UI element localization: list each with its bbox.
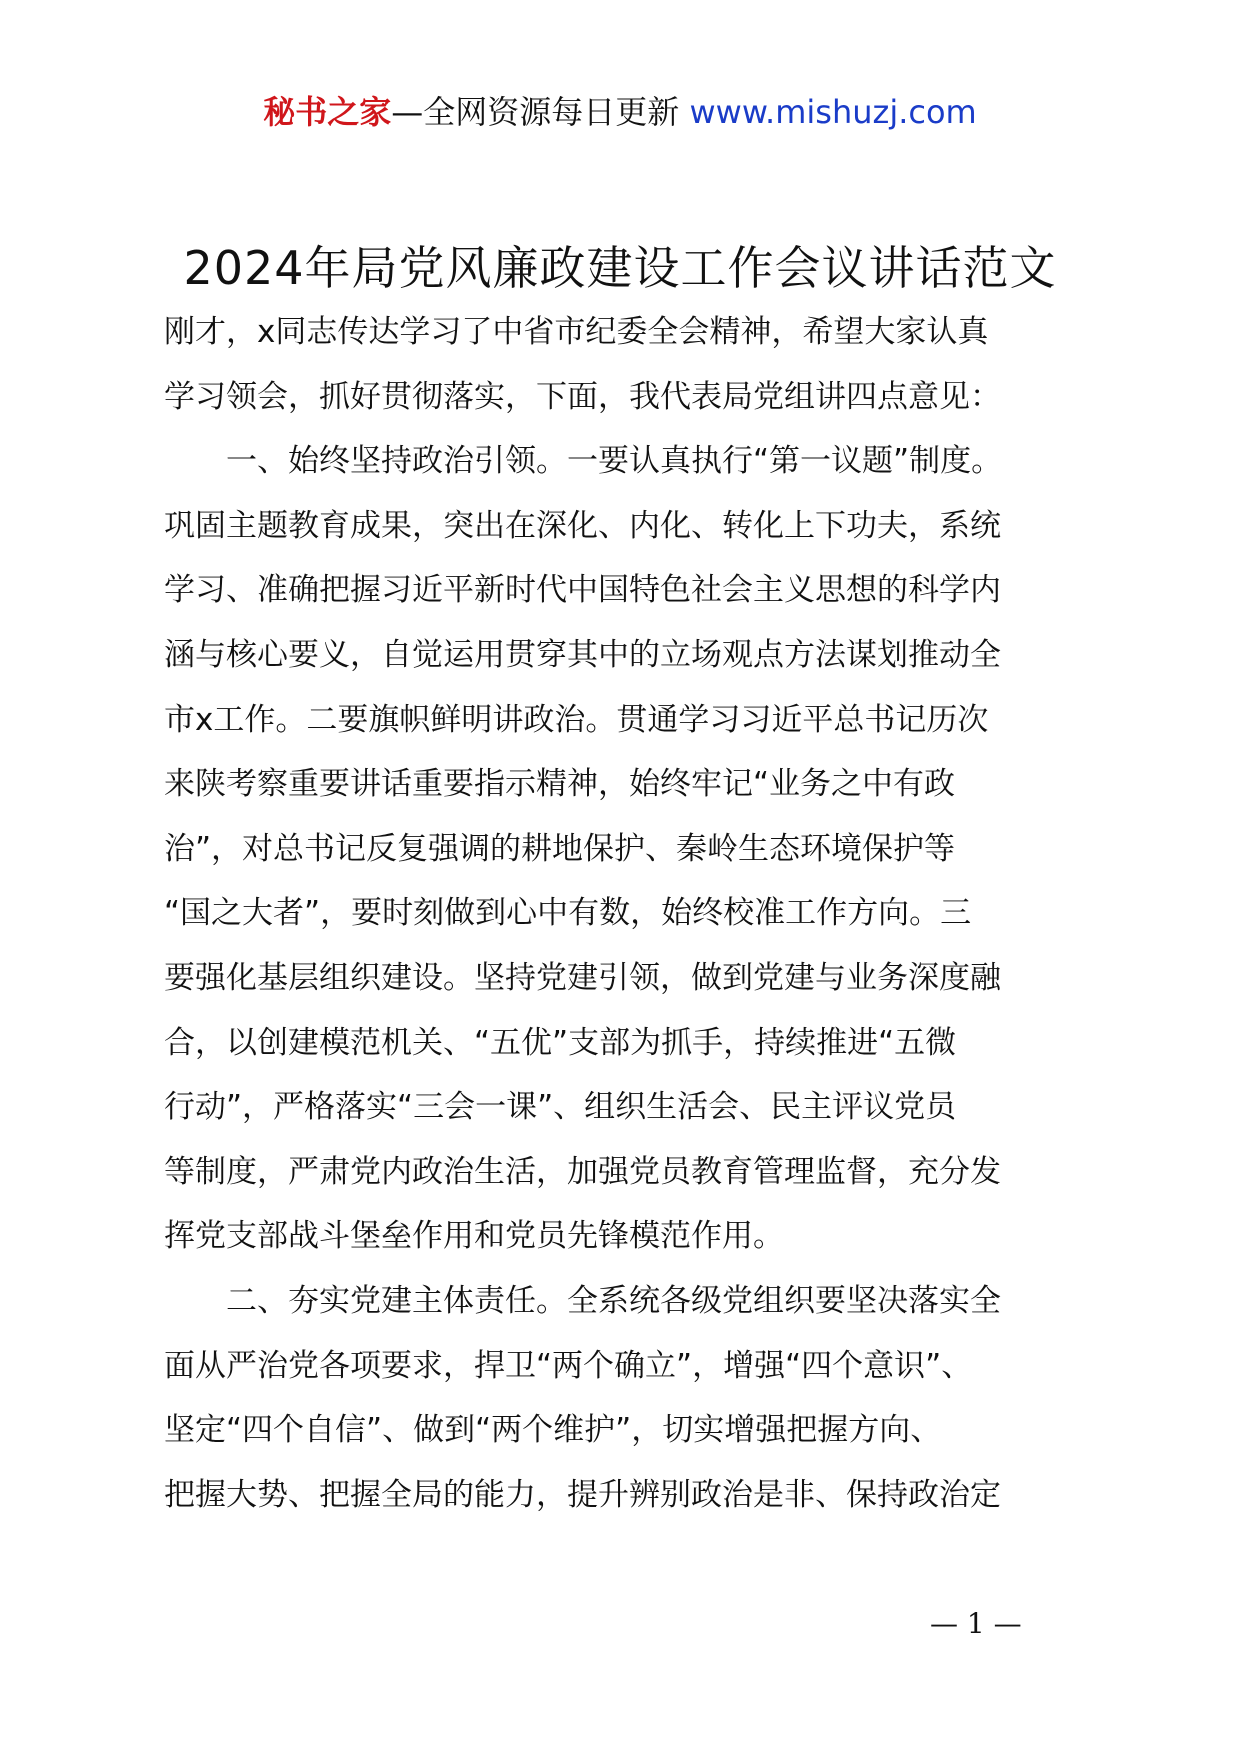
body-line: 巩固主题教育成果，突出在深化、内化、转化上下功夫，系统 bbox=[164, 507, 1001, 544]
section-heading-line: 一、始终坚持政治引领。一要认真执行“第一议题”制度。 bbox=[226, 443, 1003, 480]
body-line: 要强化基层组织建设。坚持党建引领，做到党建与业务深度融 bbox=[164, 959, 1001, 996]
document-body bbox=[164, 300, 1084, 1527]
body-line: 刚才，x同志传达学习了中省市纪委全会精神，希望大家认真 bbox=[164, 314, 989, 350]
site-brand: 秘书之家 bbox=[263, 93, 392, 131]
body-line: 合，以创建模范机关、“五优”支部为抓手，持续推进“五微 bbox=[164, 1024, 957, 1061]
body-line: 挥党支部战斗堡垒作用和党员先锋模范作用。 bbox=[164, 1218, 784, 1255]
body-line: 行动”，严格落实“三会一课”、组织生活会、民主评议党员 bbox=[164, 1089, 957, 1126]
body-line: 来陕考察重要讲话重要指示精神，始终牢记“业务之中有政 bbox=[164, 766, 956, 803]
body-line: 治”，对总书记反复强调的耕地保护、秦岭生态环境保护等 bbox=[164, 830, 956, 867]
site-url-link[interactable]: www.mishuzj.com bbox=[689, 93, 977, 131]
document-title: 2024年局党风廉政建设工作会议讲话范文 bbox=[183, 241, 1057, 295]
page-number: — 1 — bbox=[930, 1607, 1022, 1640]
site-slogan: —全网资源每日更新 bbox=[391, 93, 680, 131]
body-line: 面从严治党各项要求，捍卫“两个确立”，增强“四个意识”、 bbox=[164, 1347, 973, 1384]
section-heading-line: 二、夯实党建主体责任。全系统各级党组织要坚决落实全 bbox=[226, 1282, 1001, 1319]
body-line: 涵与核心要义，自觉运用贯穿其中的立场观点方法谋划推动全 bbox=[164, 636, 1001, 673]
body-line: 学习领会，抓好贯彻落实，下面，我代表局党组讲四点意见： bbox=[164, 378, 1001, 415]
body-line: 坚定“四个自信”、做到“两个维护”，切实增强把握方向、 bbox=[164, 1412, 942, 1449]
body-line: 学习、准确把握习近平新时代中国特色社会主义思想的科学内 bbox=[164, 572, 1001, 609]
body-line: 市x工作。二要旗帜鲜明讲政治。贯通学习习近平总书记历次 bbox=[164, 701, 989, 738]
body-line: “国之大者”，要时刻做到心中有数，始终校准工作方向。三 bbox=[164, 895, 972, 932]
body-line: 等制度，严肃党内政治生活，加强党员教育管理监督，充分发 bbox=[164, 1153, 1001, 1190]
site-header bbox=[0, 92, 1240, 132]
body-line: 把握大势、把握全局的能力，提升辨别政治是非、保持政治定 bbox=[164, 1476, 1001, 1513]
